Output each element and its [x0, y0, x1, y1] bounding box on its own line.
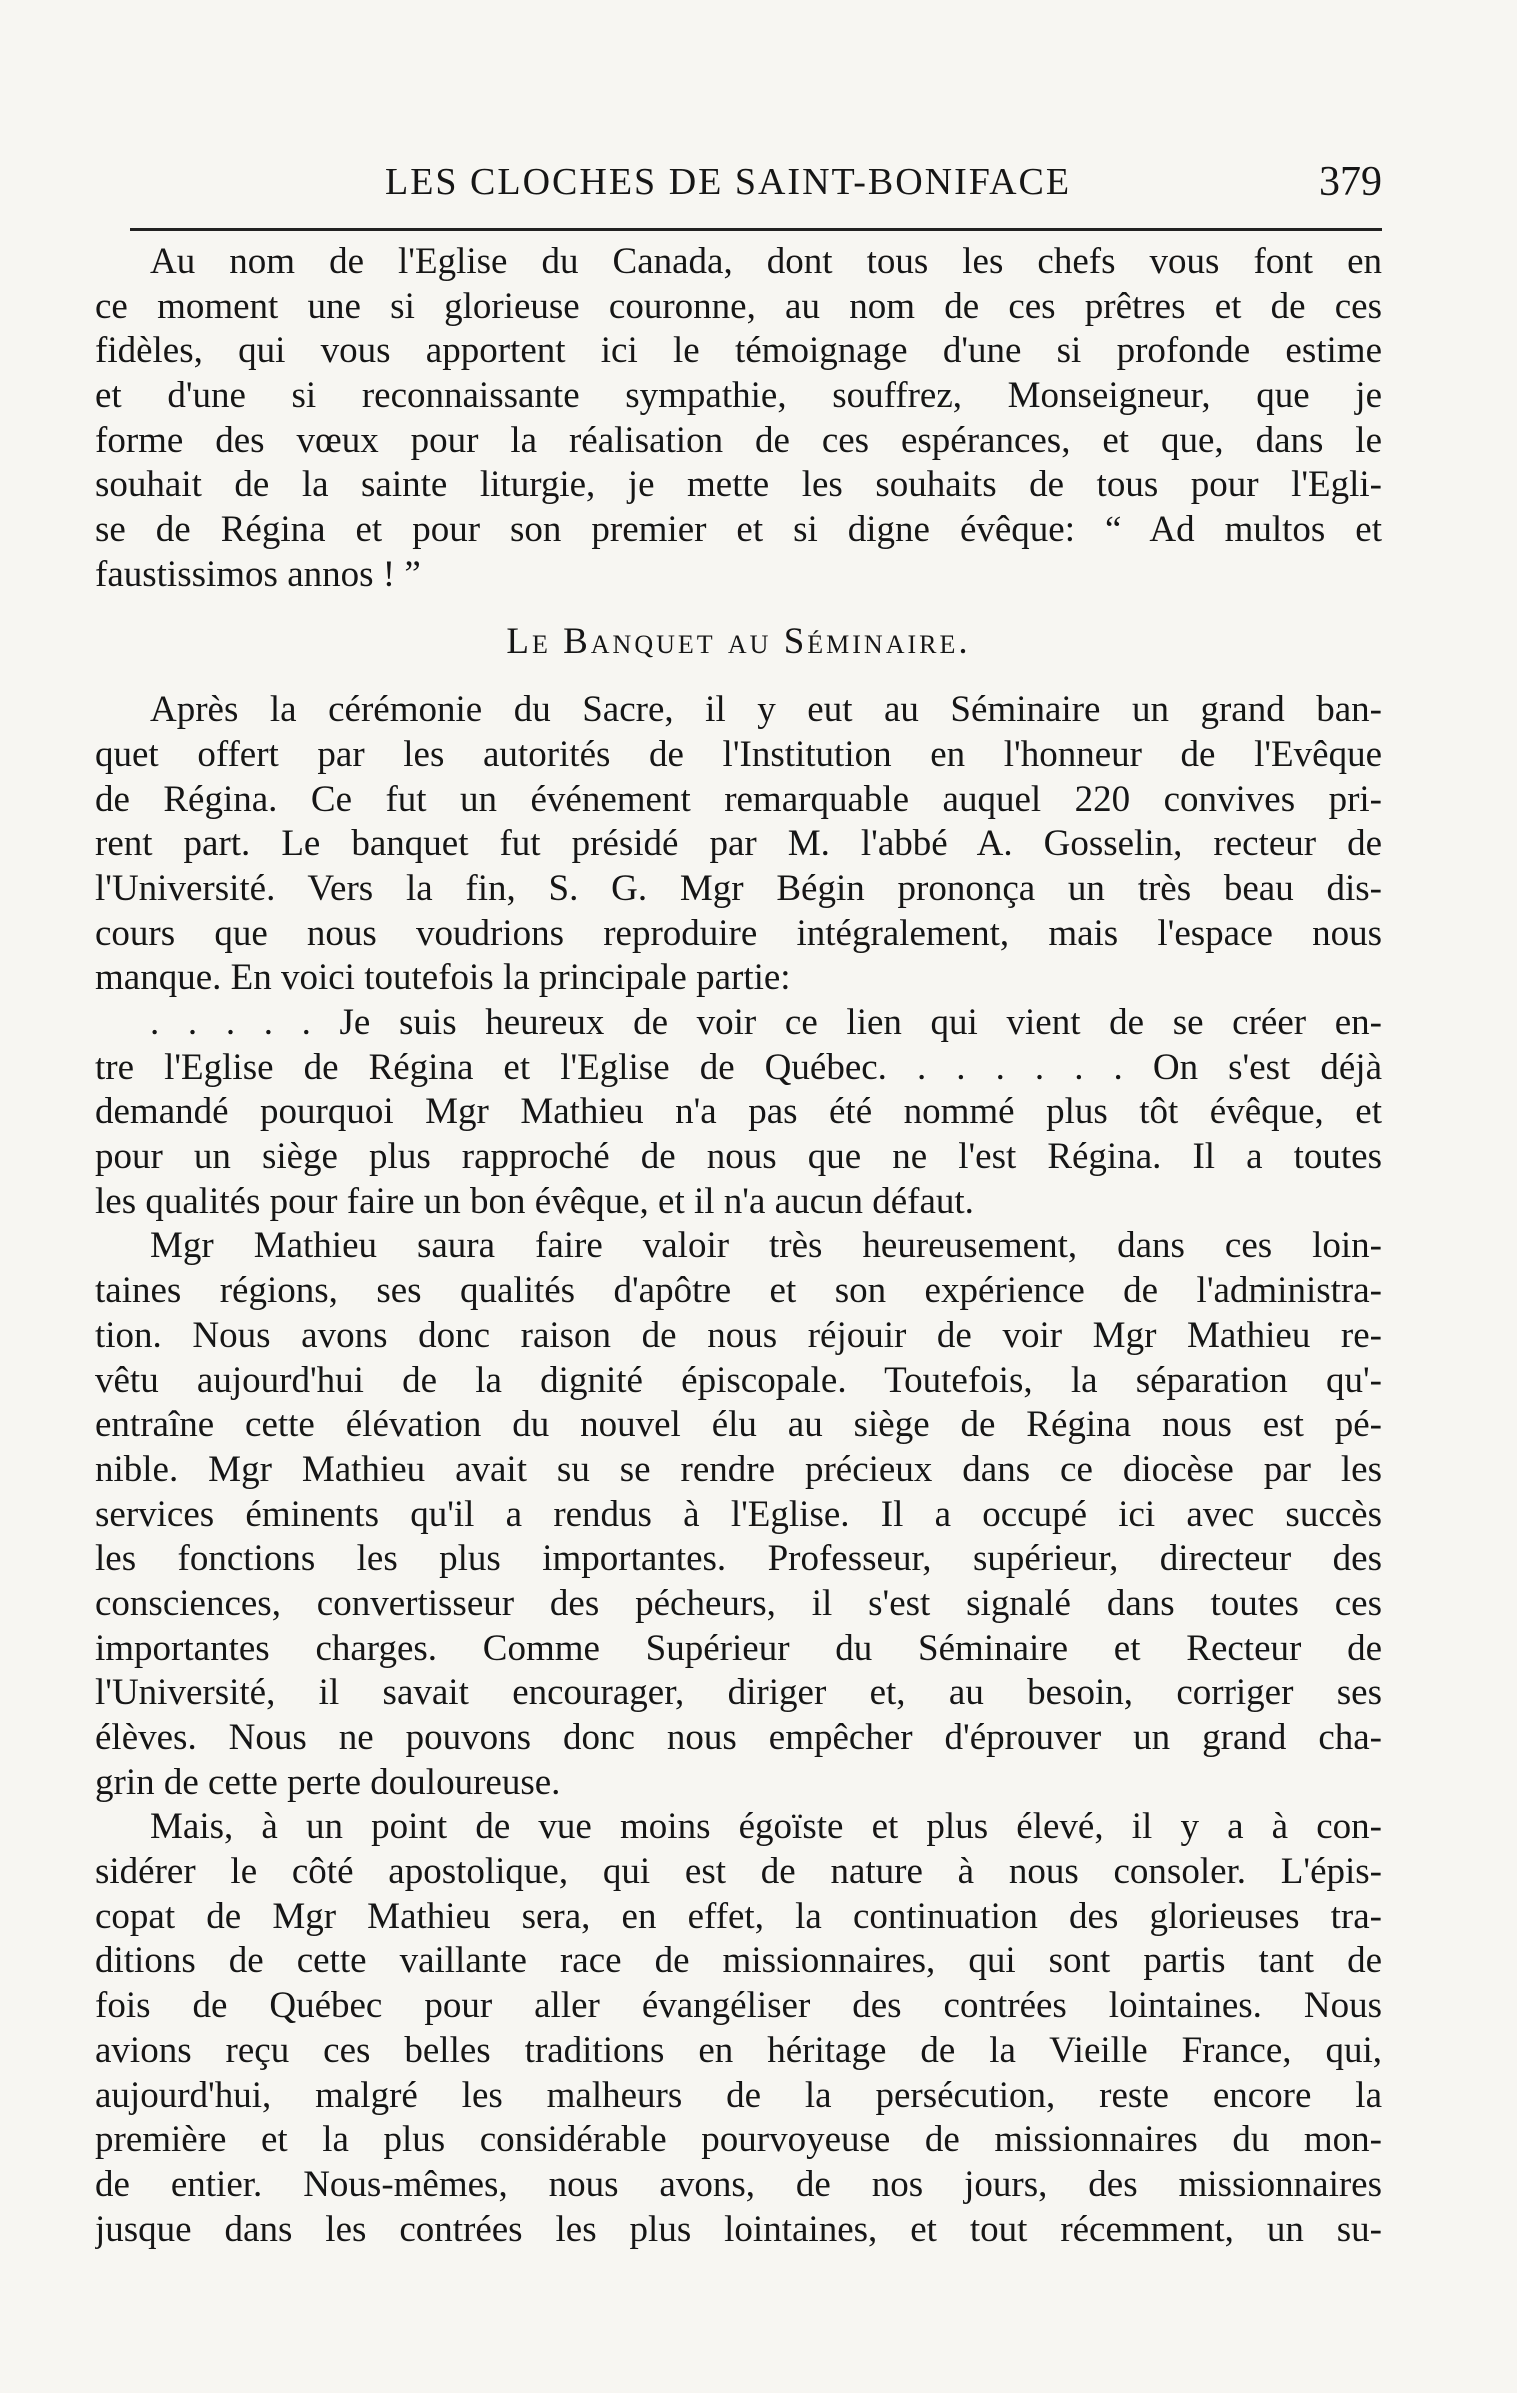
section-heading: Le Banquet au Séminaire.	[506, 620, 971, 662]
text-line: ditions de cette vaillante race de missionnaires, qui sont partis tant de	[95, 1940, 1382, 1982]
text-line: nible. Mgr Mathieu avait su se rendre précieux dans ce diocèse par les	[95, 1448, 1382, 1490]
text-line: élèves. Nous ne pouvons donc nous empêcher d'éprouver un grand cha-	[95, 1717, 1382, 1758]
text-line: sidérer le côté apostolique, qui est de nature à nous consoler. L'épis-	[95, 1851, 1382, 1893]
text-line: faustissimos annos ! ”	[95, 553, 421, 595]
text-line: l'Université, il savait encourager, diriger et, au besoin, corriger ses	[95, 1672, 1382, 1714]
text-line: importantes charges. Comme Supérieur du Séminaire et Recteur de	[95, 1627, 1382, 1669]
text-line: copat de Mgr Mathieu sera, en effet, la continuation des glorieuses tra-	[95, 1895, 1382, 1937]
text-line: Mgr Mathieu saura faire valoir très heureusement, dans ces loin-	[150, 1225, 1382, 1267]
text-line: quet offert par les autorités de l'Institution en l'honneur de l'Evêque	[95, 733, 1382, 775]
text-line: les qualités pour faire un bon évêque, et il n'a aucun défaut.	[95, 1180, 974, 1222]
running-title: LES CLOCHES DE SAINT-BONIFACE	[385, 161, 1072, 203]
speech-paragraph	[95, 240, 1382, 598]
text-line: forme des vœux pour la réalisation de ces espérances, et que, dans le	[95, 419, 1382, 461]
text-line: Après la cérémonie du Sacre, il y eut au Séminaire un grand ban-	[150, 689, 1382, 731]
text-line: de entier. Nous-mêmes, nous avons, de nos jours, des missionnaires	[95, 2163, 1382, 2205]
text-line: jusque dans les contrées les plus lointaines, et tout récemment, un su-	[95, 2208, 1382, 2250]
text-line: avions reçu ces belles traditions en héritage de la Vieille France, qui,	[95, 2029, 1382, 2071]
text-line: souhait de la sainte liturgie, je mette les souhaits de tous pour l'Egli-	[95, 464, 1382, 506]
text-line: taines régions, ses qualités d'apôtre et son expérience de l'administra-	[95, 1270, 1382, 1312]
body-text	[95, 240, 1382, 2252]
text-line: consciences, convertisseur des pécheurs, il s'est signalé dans toutes ces	[95, 1582, 1382, 1624]
text-line: rent part. Le banquet fut présidé par M. l'abbé A. Gosselin, recteur de	[95, 823, 1382, 865]
text-line: demandé pourquoi Mgr Mathieu n'a pas été nommé plus tôt évêque, et	[95, 1091, 1382, 1133]
text-line: se de Régina et pour son premier et si digne évêque: “ Ad multos et	[95, 509, 1382, 551]
header-rule	[130, 228, 1382, 231]
text-line: services éminents qu'il a rendus à l'Eglise. Il a occupé ici avec succès	[95, 1493, 1382, 1535]
text-line: grin de cette perte douloureuse.	[95, 1761, 561, 1803]
text-line: fidèles, qui vous apportent ici le témoignage d'une si profonde estime	[95, 330, 1382, 372]
page-number: 379	[1319, 159, 1382, 205]
text-line: manque. En voici toutefois la principale partie:	[95, 957, 791, 999]
text-line: première et la plus considérable pourvoyeuse de missionnaires du mon-	[95, 2119, 1382, 2161]
text-line: Mais, à un point de vue moins égoïste et plus élevé, il y a à con-	[150, 1806, 1382, 1848]
text-line: de Régina. Ce fut un événement remarquable auquel 220 convives pri-	[95, 778, 1382, 820]
text-line: cours que nous voudrions reproduire intégralement, mais l'espace nous	[95, 912, 1382, 954]
text-line: . . . . . Je suis heureux de voir ce lien qui vient de se créer en-	[150, 1002, 1382, 1043]
running-head	[95, 150, 1382, 220]
text-line: entraîne cette élévation du nouvel élu au siège de Régina nous est pé-	[95, 1404, 1382, 1446]
text-line: ce moment une si glorieuse couronne, au nom de ces prêtres et de ces	[95, 285, 1382, 327]
text-line: tion. Nous avons donc raison de nous réjouir de voir Mgr Mathieu re-	[95, 1314, 1382, 1356]
text-line: pour un siège plus rapproché de nous que ne l'est Régina. Il a toutes	[95, 1136, 1382, 1178]
text-line: fois de Québec pour aller évangéliser des contrées lointaines. Nous	[95, 1985, 1382, 2027]
text-line: aujourd'hui, malgré les malheurs de la persécution, reste encore la	[95, 2074, 1382, 2116]
banquet-paragraphs	[95, 688, 1382, 2252]
text-line: et d'une si reconnaissante sympathie, souffrez, Monseigneur, que je	[95, 375, 1382, 417]
text-line: l'Université. Vers la fin, S. G. Mgr Bégin prononça un très beau dis-	[95, 867, 1382, 909]
text-line: vêtu aujourd'hui de la dignité épiscopale. Toutefois, la séparation qu'-	[95, 1359, 1382, 1401]
text-line: tre l'Eglise de Régina et l'Eglise de Québec. . . . . . . On s'est déjà	[95, 1046, 1382, 1088]
text-line: Au nom de l'Eglise du Canada, dont tous les chefs vous font en	[150, 241, 1382, 282]
text-line: les fonctions les plus importantes. Professeur, supérieur, directeur des	[95, 1538, 1382, 1580]
